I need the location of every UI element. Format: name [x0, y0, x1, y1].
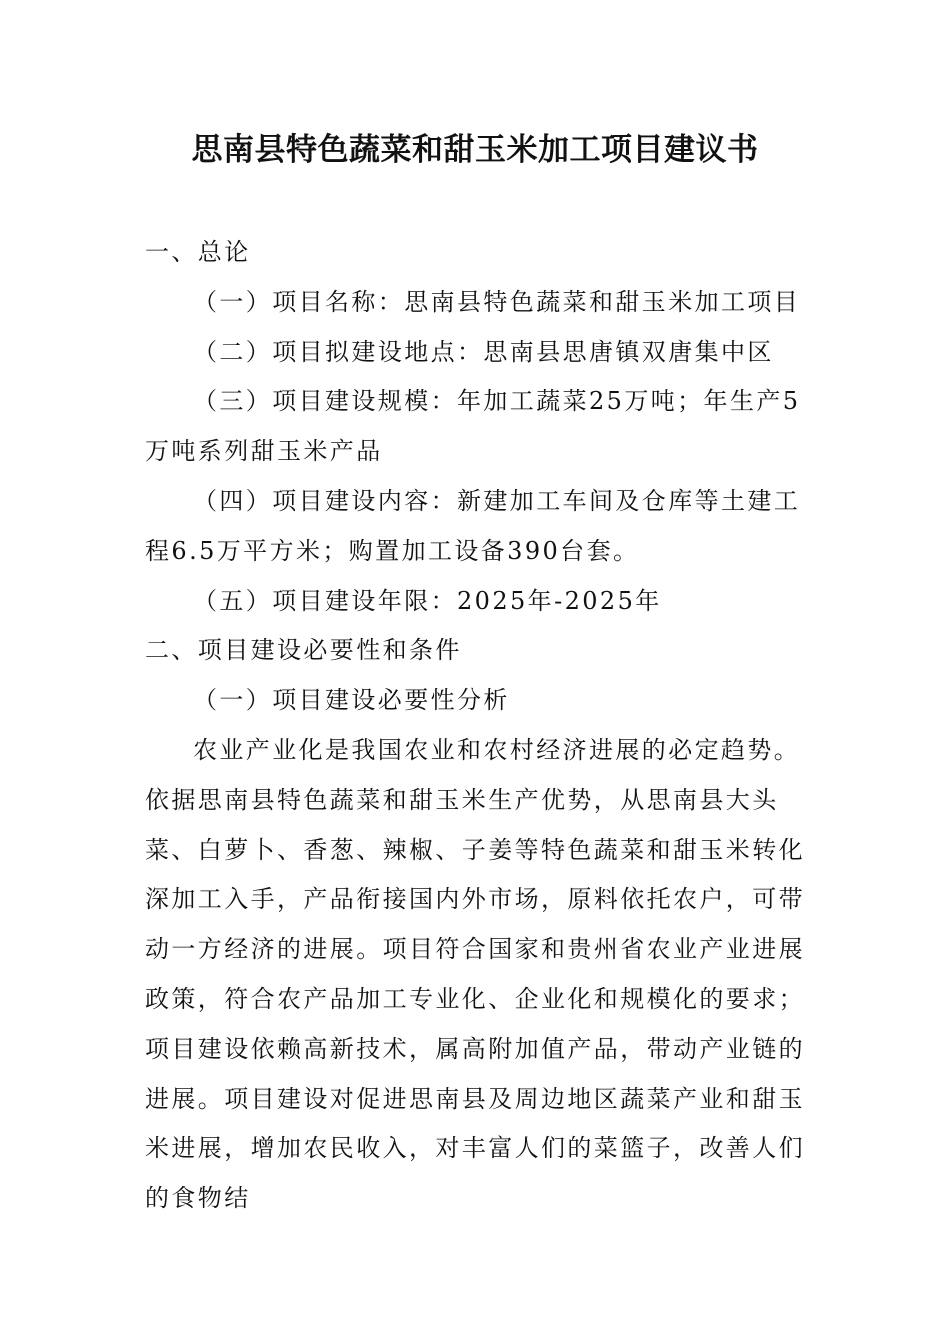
section-heading-necessity: 二、项目建设必要性和条件 [145, 636, 462, 665]
document-title: 思南县特色蔬菜和甜玉米加工项目建议书 [191, 132, 759, 168]
item-project-location: （二）项目拟建设地点：思南县思唐镇双唐集中区 [193, 337, 774, 366]
necessity-paragraph: 农业产业化是我国农业和农村经济进展的必定趋势。依据思南县特色蔬菜和甜玉米生产优势，从思南县大头菜、白萝卜、香葱、辣椒、子姜等特色蔬菜和甜玉米转化深加工入手，产品衔接国内外市场，原料依托农户，可带动一方经济的进展。项目符合国家和贵州省农业产业进展政策，符合农产品加工专业化、企业化和规模化的要求；项目建设依赖高新技术，属高附加值产品，带动产业链的进展。项目建设对促进思南县及周边地区蔬菜产业和甜玉米进展，增加农民收入，对丰富人们的菜篮子，改善人们的食物结 [145, 735, 805, 1213]
item-project-content: （四）项目建设内容：新建加工车间及仓库等土建工程6.5万平方米；购置加工设备390台套。 [145, 486, 801, 565]
subheading-necessity-analysis: （一）项目建设必要性分析 [193, 686, 510, 715]
item-project-name: （一）项目名称：思南县特色蔬菜和甜玉米加工项目 [193, 287, 801, 316]
section-heading-general: 一、总论 [145, 238, 251, 266]
document-body [145, 228, 805, 1224]
item-project-scale: （三）项目建设规模：年加工蔬菜25万吨；年生产5万吨系列甜玉米产品 [145, 387, 801, 466]
item-project-period: （五）项目建设年限：2025年-2025年 [193, 586, 662, 615]
